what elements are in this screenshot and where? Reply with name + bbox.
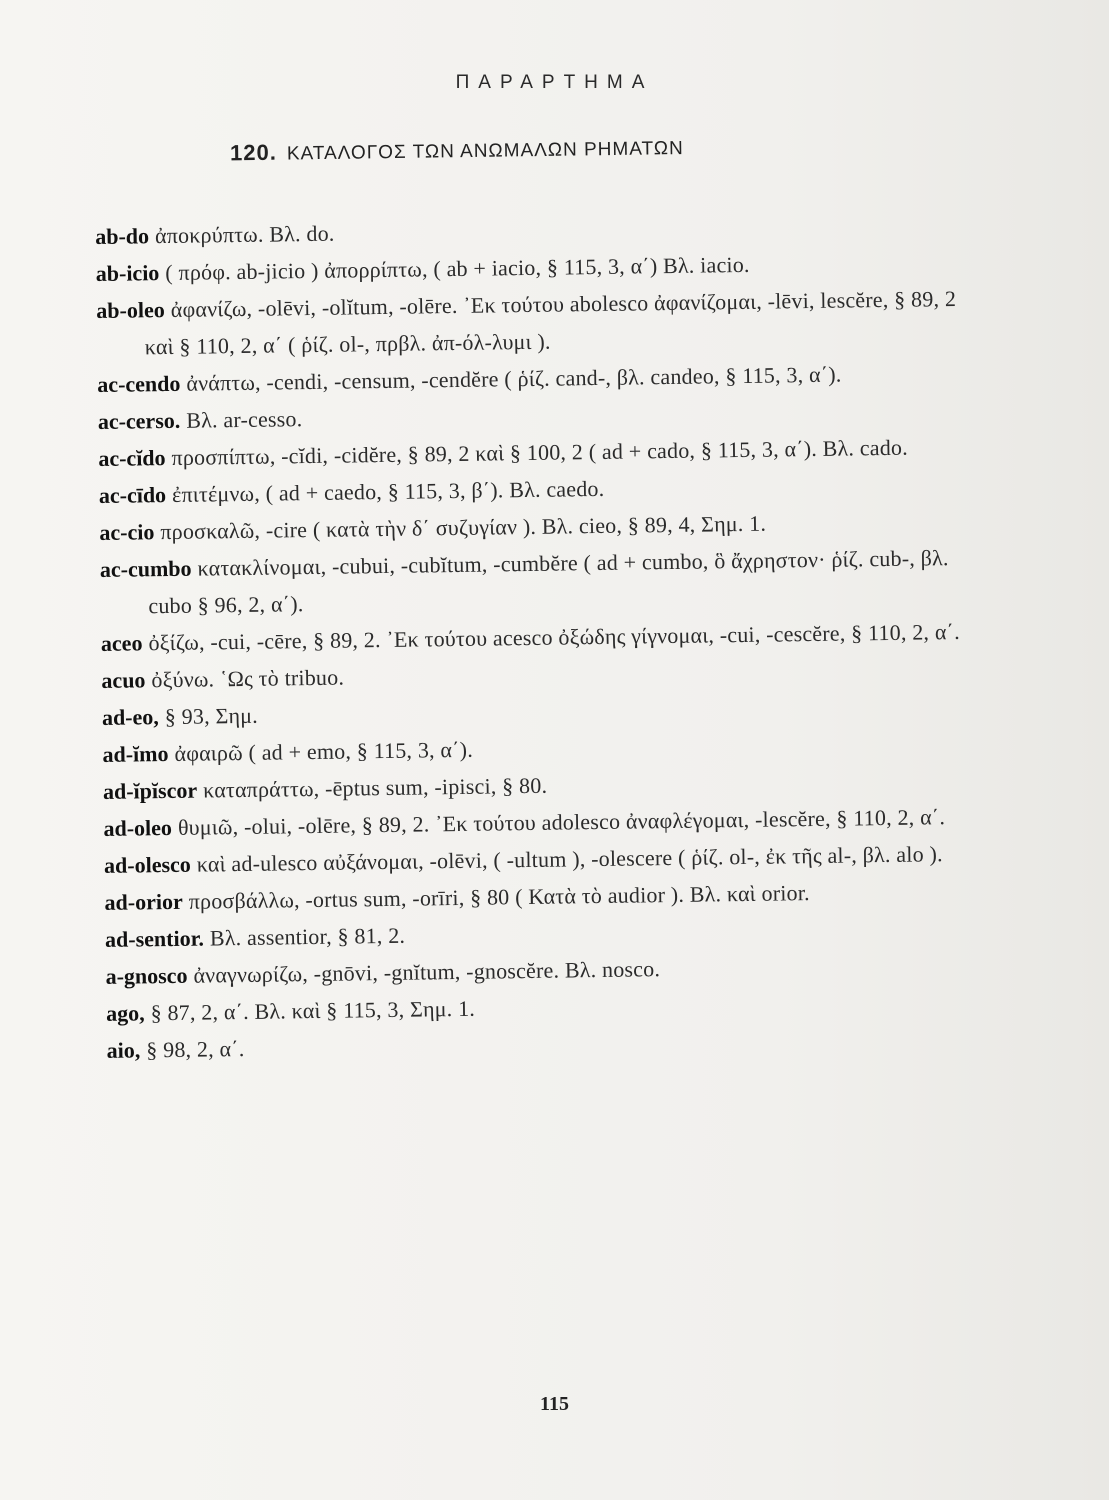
verb-description: ἐπιτέμνω, ( ad + caedo, § 115, 3, β΄). Βλ. caedo.: [171, 475, 605, 507]
verb-lemma: ad-oleo: [103, 814, 173, 841]
verb-list: [95, 206, 987, 1069]
section-number: 120.: [229, 139, 278, 166]
verb-description: Βλ. ar-cesso.: [186, 406, 303, 433]
verb-description: § 87, 2, α΄. Βλ. καὶ § 115, 3, Σημ. 1.: [150, 995, 476, 1026]
verb-entry: [96, 280, 977, 366]
verb-lemma: ac-cio: [99, 519, 155, 545]
verb-description: κατακλίνομαι, -cubui, -cubĭtum, -cumbĕre ( ad + cumbo, ὃ ἄχρηστον· ῥίζ. cub-, βλ. cubo § 96, 2, α΄).: [148, 545, 949, 619]
verb-description: προσκαλῶ, -cire ( κατὰ τὴν δ΄ συζυγίαν ). Βλ. cieo, § 89, 4, Σημ. 1.: [160, 510, 767, 545]
verb-lemma: acuo: [101, 667, 146, 693]
verb-lemma: ac-cerso.: [97, 407, 181, 434]
verb-lemma: ad-sentior.: [104, 925, 205, 952]
verb-lemma: aio,: [106, 1037, 141, 1063]
section-title: ΚΑΤΑΛΟΓΟΣ ΤΩΝ ΑΝΩΜΑΛΩΝ ΡΗΜΑΤΩΝ: [286, 137, 684, 165]
verb-description: θυμιῶ, -olui, -olēre, § 89, 2. ᾽Εκ τούτου adolesco ἀναφλέγομαι, -lescĕre, § 110, 2, α΄.: [177, 804, 946, 840]
verb-entry: [100, 539, 981, 625]
verb-lemma: ab-oleo: [96, 297, 165, 323]
page-number: 115: [540, 1393, 569, 1415]
verb-lemma: a-gnosco: [105, 962, 188, 989]
verb-description: προσπίπτω, -cĭdi, -cidĕre, § 89, 2 καὶ § 100, 2 ( ad + cado, § 115, 3, α΄). Βλ. cado.: [171, 434, 909, 470]
verb-lemma: aceo: [100, 630, 143, 656]
verb-lemma: ad-eo,: [101, 704, 159, 730]
verb-description: ἀποκρύπτω. Βλ. do.: [154, 220, 335, 249]
verb-description: ( πρόφ. ab-jicio ) ἀπορρίπτω, ( ab + iacio, § 115, 3, α΄) Βλ. iacio.: [165, 251, 750, 286]
verb-lemma: ac-cendo: [97, 370, 181, 397]
verb-description: ἀναγνωρίζω, -gnōvi, -gnĭtum, -gnoscĕre. Βλ. nosco.: [193, 956, 661, 988]
verb-description: ὀξίζω, -cui, -cēre, § 89, 2. ᾽Εκ τούτου acesco ὀξώδης γίγνομαι, -cui, -cescĕre, § 110, 2, α΄.: [148, 618, 960, 656]
verb-lemma: ad-orior: [104, 888, 183, 915]
verb-description: καὶ ad-ulesco αὐξάνομαι, -olēvi, ( -ultum ), -olescere ( ῥίζ. ol-, ἐκ τῆς al-, βλ. alo ).: [196, 841, 943, 877]
verb-lemma: ac-cĭdo: [98, 445, 166, 471]
appendix-heading: ΠΑΡΑΡΤΗΜΑ: [455, 72, 654, 93]
verb-description: ἀφαιρῶ ( ad + emo, § 115, 3, α΄).: [174, 736, 474, 766]
verb-description: ἀφανίζω, -olēvi, -olĭtum, -olēre. ᾽Εκ τούτου abolesco ἀφανίζομαι, -lēvi, lescĕre, § 89, 2 καὶ § 110, 2, α΄ ( ῥίζ. ol-, πρβλ. ἀπ-όλ-λυμι ).: [144, 285, 957, 360]
verb-lemma: ab-do: [95, 223, 150, 249]
verb-lemma: ago,: [105, 1000, 145, 1026]
verb-description: Βλ. assentior, § 81, 2.: [209, 922, 406, 951]
verb-description: προσβάλλω, -ortus sum, -orīri, § 80 ( Κατὰ τὸ audior ). Βλ. καὶ orior.: [188, 880, 810, 914]
verb-lemma: ad-olesco: [103, 851, 191, 878]
verb-lemma: ac-cumbo: [99, 555, 192, 582]
verb-lemma: ad-ĭpĭscor: [102, 777, 198, 804]
verb-description: ἀνάπτω, -cendi, -censum, -cendĕre ( ῥίζ. cand-, βλ. candeo, § 115, 3, α΄).: [186, 361, 842, 396]
verb-lemma: ab-icio: [95, 260, 160, 286]
verb-description: ὀξύνω. ῾Ως τὸ tribuo.: [151, 664, 345, 693]
verb-lemma: ac-cīdo: [98, 482, 167, 508]
verb-lemma: ad-ĭmo: [102, 741, 169, 767]
verb-description: καταπράττω, -ēptus sum, -ipisci, § 80.: [202, 772, 548, 803]
verb-description: § 93, Σημ.: [164, 702, 259, 730]
verb-description: § 98, 2, α΄.: [146, 1035, 245, 1063]
section-heading: [230, 132, 850, 167]
